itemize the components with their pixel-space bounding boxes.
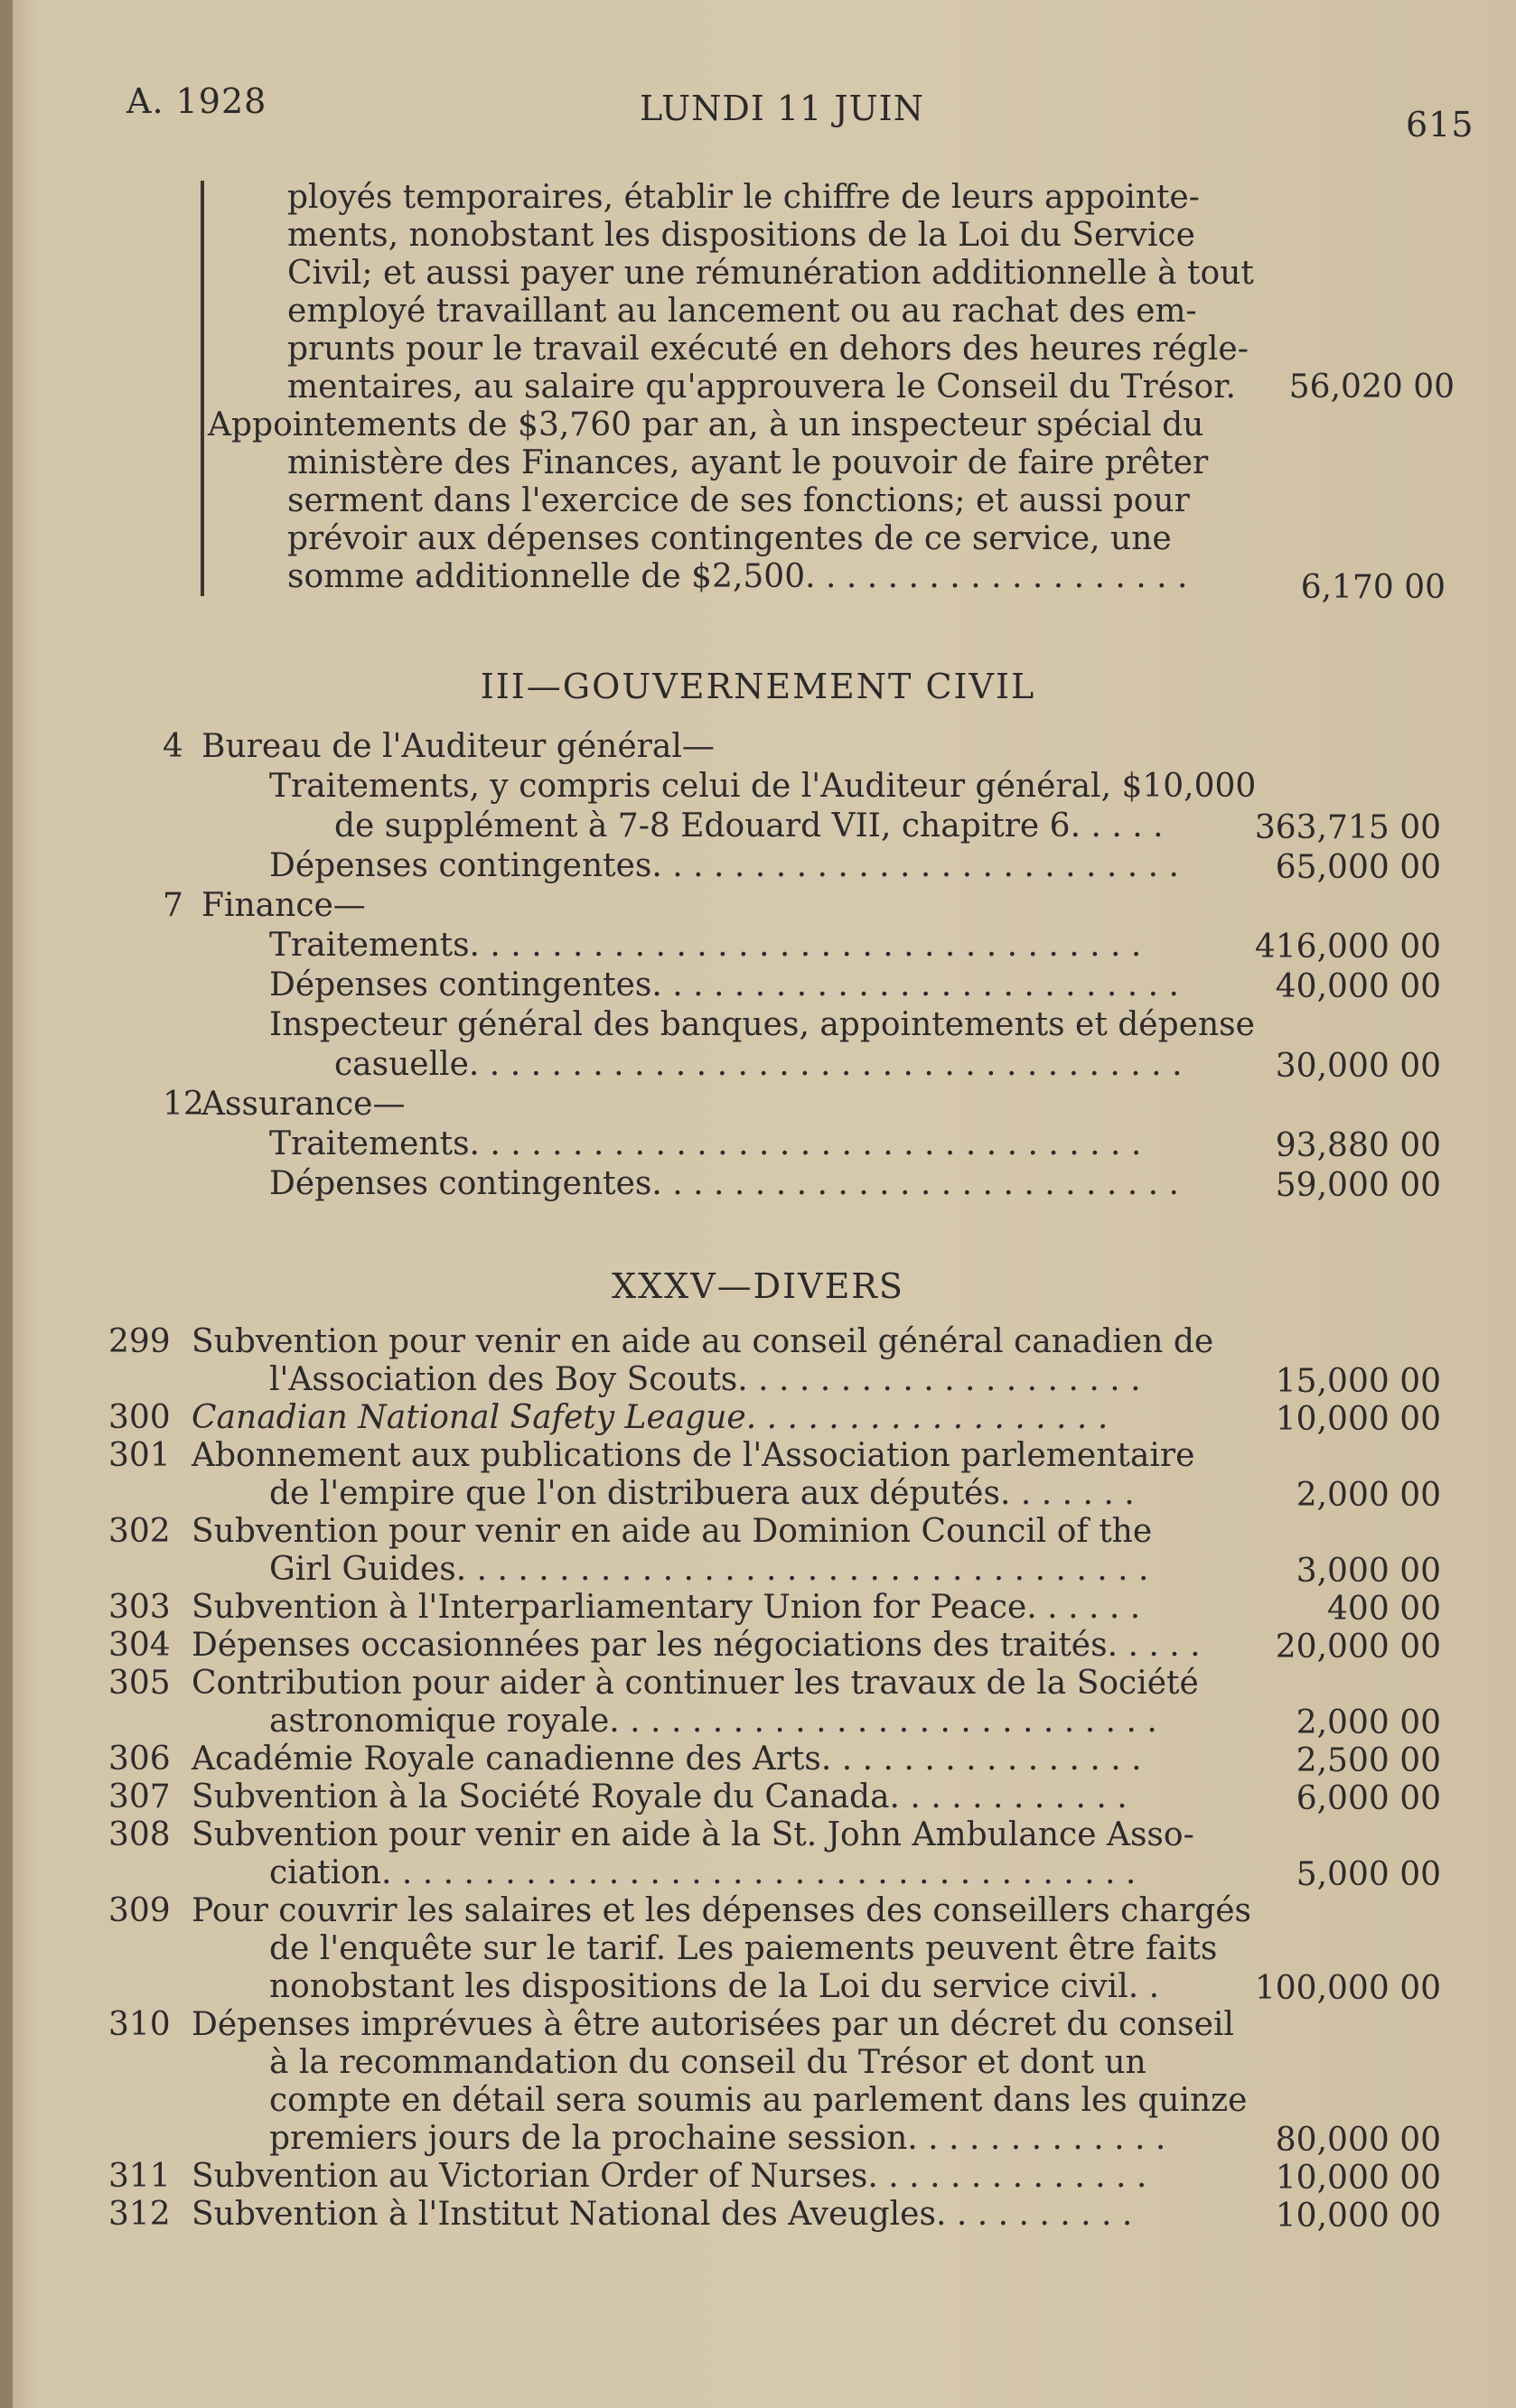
line-text: Subvention à la Société Royale du Canada. . . . . . . . . . . . bbox=[192, 1778, 1128, 1815]
line-text: Subvention à l'Institut National des Aveugles. . . . . . . . . . bbox=[192, 2196, 1133, 2233]
section-title-divers: XXXV—DIVERS bbox=[612, 1266, 904, 1306]
item-number: 305 bbox=[108, 1665, 171, 1702]
amount: 15,000 00 bbox=[1275, 1363, 1441, 1400]
line-text: Académie Royale canadienne des Arts. . . . . . . . . . . . . . . . bbox=[192, 1741, 1142, 1778]
line-text: de supplément à 7-8 Edouard VII, chapitre 6. . . . . bbox=[334, 807, 1164, 845]
line-text: l'Association des Boy Scouts. . . . . . . . . . . . . . . . . . . . bbox=[269, 1361, 1141, 1398]
item-number: 311 bbox=[108, 2158, 171, 2195]
item-number: 303 bbox=[108, 1589, 171, 1626]
line-text: Traitements, y compris celui de l'Auditeur général, $10,000 bbox=[269, 768, 1257, 805]
amount: 20,000 00 bbox=[1275, 1629, 1441, 1666]
item-number: 312 bbox=[108, 2196, 171, 2233]
line-text: premiers jours de la prochaine session. . . . . . . . . . . . . bbox=[269, 2120, 1166, 2157]
line-text: Abonnement aux publications de l'Association parlementaire bbox=[192, 1437, 1195, 1474]
intro-line: Appointements de $3,760 par an, à un inspecteur spécial du bbox=[208, 406, 1204, 443]
amount: 6,170 00 bbox=[1300, 569, 1446, 606]
amount: 40,000 00 bbox=[1275, 968, 1441, 1005]
line-text: Pour couvrir les salaires et les dépenses des conseillers chargés bbox=[192, 1892, 1252, 1929]
line-text: Dépenses occasionnées par les négociations des traités. . . . . bbox=[192, 1627, 1201, 1664]
item-number: 302 bbox=[108, 1513, 171, 1550]
line-text: Subvention pour venir en aide au conseil général canadien de bbox=[192, 1323, 1214, 1360]
amount: 363,715 00 bbox=[1254, 809, 1441, 846]
intro-line: mentaires, au salaire qu'approuvera le Conseil du Trésor. bbox=[287, 369, 1236, 406]
intro-line: serment dans l'exercice de ses fonctions; et aussi pour bbox=[287, 482, 1190, 519]
line-text: compte en détail sera soumis au parlement dans les quinze bbox=[269, 2082, 1248, 2119]
binding-gutter bbox=[0, 0, 13, 2408]
line-text: Traitements. . . . . . . . . . . . . . . . . . . . . . . . . . . . . . . . . bbox=[269, 1125, 1142, 1162]
amount: 2,000 00 bbox=[1296, 1704, 1441, 1741]
amount: 10,000 00 bbox=[1275, 1401, 1441, 1438]
line-text: Subvention à l'Interparliamentary Union for Peace. . . . . . bbox=[192, 1589, 1141, 1626]
intro-line: ministère des Finances, ayant le pouvoir de faire prêter bbox=[287, 444, 1209, 481]
intro-line: prévoir aux dépenses contingentes de ce service, une bbox=[287, 520, 1172, 557]
amount: 93,880 00 bbox=[1275, 1127, 1441, 1164]
line-text: astronomique royale. . . . . . . . . . . . . . . . . . . . . . . . . . . bbox=[269, 1703, 1157, 1740]
line-text: Contribution pour aider à continuer les travaux de la Société bbox=[192, 1665, 1199, 1702]
line-text: Traitements. . . . . . . . . . . . . . . . . . . . . . . . . . . . . . . . . bbox=[269, 927, 1142, 964]
line-text: Subvention pour venir en aide à la St. John Ambulance Asso- bbox=[192, 1816, 1194, 1853]
item-number: 7 bbox=[163, 887, 183, 924]
line-text: Dépenses imprévues à être autorisées par un décret du conseil bbox=[192, 2006, 1234, 2043]
intro-line: somme additionnelle de $2,500. . . . . . . . . . . . . . . . . . . bbox=[287, 558, 1188, 595]
item-number: 308 bbox=[108, 1816, 171, 1853]
item-number: 310 bbox=[108, 2006, 171, 2043]
margin-bracket bbox=[201, 181, 204, 596]
header-year: A. 1928 bbox=[126, 81, 267, 121]
line-text: Subvention pour venir en aide au Dominion Council of the bbox=[192, 1513, 1153, 1550]
line-text: Dépenses contingentes. . . . . . . . . . . . . . . . . . . . . . . . . . bbox=[269, 847, 1179, 884]
amount: 3,000 00 bbox=[1296, 1553, 1441, 1590]
item-number: 12 bbox=[163, 1086, 204, 1123]
line-text: de l'empire que l'on distribuera aux députés. . . . . . . bbox=[269, 1475, 1135, 1512]
amount: 2,500 00 bbox=[1296, 1742, 1441, 1779]
line-text: Assurance— bbox=[201, 1086, 406, 1123]
amount: 6,000 00 bbox=[1296, 1780, 1441, 1817]
intro-line: Civil; et aussi payer une rémunération additionnelle à tout bbox=[287, 255, 1254, 292]
line-text: Finance— bbox=[201, 887, 366, 924]
item-number: 4 bbox=[163, 728, 183, 765]
amount: 100,000 00 bbox=[1254, 1970, 1441, 2007]
line-text: Subvention au Victorian Order of Nurses. . . . . . . . . . . . . . bbox=[192, 2158, 1147, 2195]
line-text: casuelle. . . . . . . . . . . . . . . . . . . . . . . . . . . . . . . . . . . bbox=[334, 1046, 1183, 1083]
line-text: Dépenses contingentes. . . . . . . . . . . . . . . . . . . . . . . . . . bbox=[269, 1165, 1179, 1202]
item-number: 304 bbox=[108, 1627, 171, 1664]
intro-line: ployés temporaires, établir le chiffre de leurs appointe- bbox=[287, 179, 1200, 216]
line-text: Dépenses contingentes. . . . . . . . . . . . . . . . . . . . . . . . . . bbox=[269, 966, 1179, 1003]
line-text: Canadian National Safety League. . . . . . . . . . . . . . . . . . bbox=[192, 1399, 1109, 1436]
amount: 5,000 00 bbox=[1296, 1856, 1441, 1893]
item-number: 307 bbox=[108, 1778, 171, 1815]
line-text: ciation. . . . . . . . . . . . . . . . . . . . . . . . . . . . . . . . . . . . . bbox=[269, 1854, 1137, 1891]
amount: 56,020 00 bbox=[1288, 369, 1455, 406]
item-number: 309 bbox=[108, 1892, 171, 1929]
page-number: 615 bbox=[1406, 105, 1474, 145]
amount: 59,000 00 bbox=[1275, 1167, 1441, 1204]
amount: 10,000 00 bbox=[1275, 2198, 1441, 2235]
amount: 30,000 00 bbox=[1275, 1048, 1441, 1085]
line-text: de l'enquête sur le tarif. Les paiements peuvent être faits bbox=[269, 1930, 1218, 1967]
item-number: 301 bbox=[108, 1437, 171, 1474]
amount: 80,000 00 bbox=[1275, 2122, 1441, 2159]
amount: 65,000 00 bbox=[1275, 849, 1441, 886]
line-text: Inspecteur général des banques, appointements et dépense bbox=[269, 1006, 1255, 1043]
item-number: 306 bbox=[108, 1741, 171, 1778]
amount: 416,000 00 bbox=[1254, 929, 1441, 966]
intro-line: prunts pour le travail exécuté en dehors des heures régle- bbox=[287, 331, 1249, 368]
section-title-civil: III—GOUVERNEMENT CIVIL bbox=[480, 667, 1036, 706]
line-text: Girl Guides. . . . . . . . . . . . . . . . . . . . . . . . . . . . . . . . . . bbox=[269, 1551, 1149, 1588]
header-date: LUNDI 11 JUIN bbox=[640, 89, 924, 128]
line-text: à la recommandation du conseil du Trésor et dont un bbox=[269, 2044, 1146, 2081]
amount: 2,000 00 bbox=[1296, 1477, 1441, 1514]
amount: 10,000 00 bbox=[1275, 2160, 1441, 2197]
line-text: nonobstant les dispositions de la Loi du service civil. . bbox=[269, 1968, 1160, 2005]
item-number: 300 bbox=[108, 1399, 171, 1436]
intro-line: ments, nonobstant les dispositions de la Loi du Service bbox=[287, 217, 1195, 254]
amount: 400 00 bbox=[1327, 1591, 1441, 1628]
line-text: Bureau de l'Auditeur général— bbox=[201, 728, 715, 765]
item-number: 299 bbox=[108, 1323, 171, 1360]
intro-line: employé travaillant au lancement ou au rachat des em- bbox=[287, 293, 1197, 330]
